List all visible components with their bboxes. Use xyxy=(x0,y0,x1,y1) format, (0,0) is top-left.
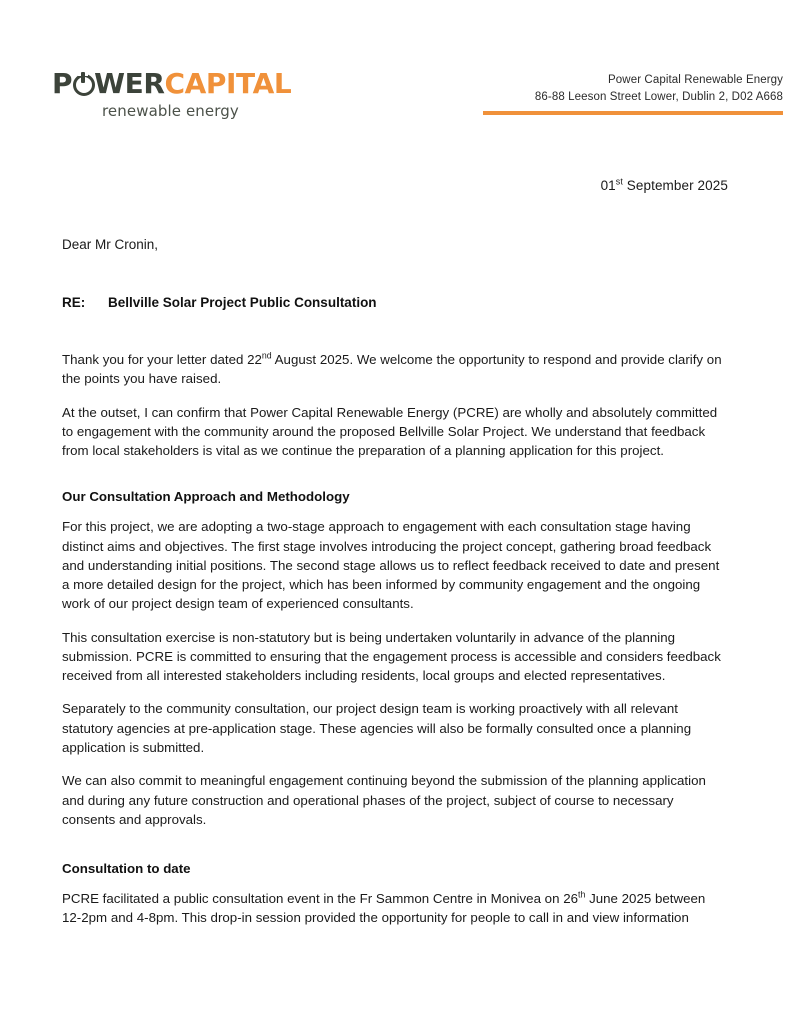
heading-consultation-to-date: Consultation to date xyxy=(62,861,191,877)
orange-accent-rule xyxy=(483,111,783,115)
paragraph-statutory-agencies: Separately to the community consultation, our project design team is working proactively with all relevant statutory agencies at pre-application stage. These agencies will also be formally consulted once a planning application is submitted. xyxy=(62,701,692,755)
logo-letters-wer: WER xyxy=(94,67,165,100)
date-month-year: September 2025 xyxy=(622,178,728,193)
paragraph-1-part-b: August 2025. We welcome the opportunity to respond and provide clarify on the points you have raised. xyxy=(62,352,722,387)
address-company-name: Power Capital Renewable Energy xyxy=(608,74,783,86)
paragraph-ongoing-engagement: We can also commit to meaningful engagement continuing beyond the submission of the planning application and during any future construction and operational phases of the project, subject of course to necessary consents and approvals. xyxy=(62,773,706,827)
letter-date xyxy=(62,178,728,193)
salutation: Dear Mr Cronin, xyxy=(62,237,159,252)
paragraph-7-part-a: PCRE facilitated a public consultation event in the Fr Sammon Centre in Monivea on 26 xyxy=(62,891,579,907)
paragraph-commitment: At the outset, I can confirm that Power Capital Renewable Energy (PCRE) are wholly and absolutely committed to engagement with the community around the proposed Bellville Solar Project. We understand that feedback from local stakeholders is vital as we continue the preparation of a planning application for this project. xyxy=(62,404,718,459)
paragraph-1-ordinal-suffix: nd xyxy=(261,350,272,361)
paragraph-1-part-a: Thank you for your letter dated 22 xyxy=(62,352,262,367)
logo-wordmark xyxy=(52,67,302,100)
paragraph-public-event xyxy=(62,889,728,928)
paragraph-two-stage-approach: For this project, we are adopting a two-stage approach to engagement with each consultation stage having distinct aims and objectives. The first stage involves introducing the project concept, gathering broad feedback and understanding initial positions. The second stage allows us to reflect feedback received to date and present a more detailed design for the project, which has been informed by community engagement and the ongoing work of our project design team of experienced consultants. xyxy=(62,519,720,612)
heading-consultation-approach: Our Consultation Approach and Methodology xyxy=(62,489,350,505)
address-street: 86-88 Leeson Street Lower, Dublin 2, D02 A668 xyxy=(534,91,783,104)
logo-tagline: renewable energy xyxy=(102,102,239,120)
paragraph-thank-you xyxy=(62,350,728,389)
paragraph-7-ordinal-suffix: th xyxy=(578,889,586,900)
letterhead xyxy=(0,62,791,132)
paragraph-7-part-b: June 2025 between 12-2pm and 4-8pm. This drop-in session provided the opportunity for people to call in and view information xyxy=(62,891,706,926)
date-day: 01 xyxy=(600,178,616,193)
paragraph-non-statutory: This consultation exercise is non-statutory but is being undertaken voluntarily in advance of the planning submission. PCRE is committed to ensuring that the engagement process is accessible and considers feedback received from all interested stakeholders including residents, local groups and elected representatives. xyxy=(62,629,721,684)
power-symbol-icon xyxy=(72,73,94,95)
subject-line xyxy=(62,295,377,310)
date-ordinal-suffix: st xyxy=(615,176,623,187)
logo-word-capital: CAPITAL xyxy=(164,67,292,100)
subject-label: RE: xyxy=(62,295,86,310)
company-logo xyxy=(52,67,302,120)
company-address xyxy=(453,72,783,107)
letter-body xyxy=(62,350,728,942)
subject-text: Bellville Solar Project Public Consultation xyxy=(108,295,377,310)
logo-letter-p: P xyxy=(52,67,73,100)
